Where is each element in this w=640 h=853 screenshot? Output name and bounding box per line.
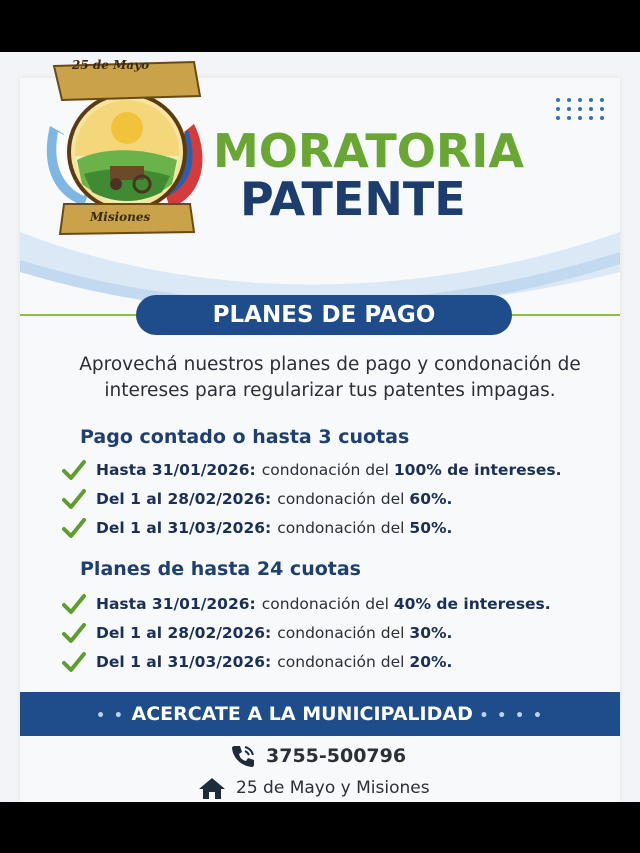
address-row	[198, 776, 430, 800]
phone-icon	[230, 744, 256, 768]
item-date: Del 1 al 28/02/2026:	[96, 624, 272, 642]
item-date: Del 1 al 28/02/2026:	[96, 490, 272, 508]
item-text: condonación del	[277, 519, 405, 537]
item-date: Hasta 31/01/2026:	[96, 595, 256, 613]
home-icon	[198, 776, 226, 800]
title-patente: PATENTE	[240, 172, 466, 226]
list-item	[62, 487, 452, 511]
check-icon	[62, 651, 86, 673]
list-item	[62, 458, 561, 482]
item-text: condonación del	[261, 595, 389, 613]
municipal-logo	[44, 56, 210, 242]
band-label: ACERCATE A LA MUNICIPALIDAD	[131, 703, 473, 725]
item-text: condonación del	[261, 461, 389, 479]
item-pct: 30%.	[409, 624, 453, 642]
section-heading-contado: Pago contado o hasta 3 cuotas	[80, 426, 410, 448]
item-text: condonación del	[277, 490, 405, 508]
check-icon	[62, 459, 86, 481]
item-text: condonación del	[277, 624, 405, 642]
poster	[0, 52, 640, 802]
list-item	[62, 592, 551, 616]
check-icon	[62, 622, 86, 644]
divider-left	[20, 314, 140, 316]
divider-right	[510, 314, 620, 316]
item-date: Del 1 al 31/03/2026:	[96, 519, 272, 537]
planes-de-pago-banner: PLANES DE PAGO	[136, 295, 512, 335]
item-pct: 20%.	[409, 653, 453, 671]
check-icon	[62, 517, 86, 539]
list-item	[62, 516, 452, 540]
phone-row	[230, 744, 406, 768]
logo-ribbon-bottom-text: Misiones	[90, 210, 151, 224]
check-icon	[62, 593, 86, 615]
item-date: Del 1 al 31/03/2026:	[96, 653, 272, 671]
acercate-banner	[20, 692, 620, 736]
decorative-dots	[556, 98, 606, 120]
title-moratoria: MORATORIA	[213, 124, 524, 178]
logo-ribbon-top-text: 25 de Mayo	[72, 58, 150, 72]
list-item	[62, 621, 452, 645]
band-dots-right: • • • •	[479, 708, 544, 724]
intro-text: Aprovechá nuestros planes de pago y condonación de intereses para regularizar tus patentes impagas.	[79, 354, 581, 401]
phone-number: 3755-500796	[266, 745, 407, 767]
check-icon	[62, 488, 86, 510]
item-pct: 40% de intereses.	[393, 595, 551, 613]
item-text: condonación del	[277, 653, 405, 671]
band-dots-left: • •	[96, 708, 125, 724]
item-pct: 50%.	[409, 519, 453, 537]
item-date: Hasta 31/01/2026:	[96, 461, 256, 479]
item-pct: 100% de intereses.	[393, 461, 562, 479]
list-item	[62, 650, 452, 674]
address-text: 25 de Mayo y Misiones	[236, 778, 430, 798]
item-pct: 60%.	[409, 490, 453, 508]
section-heading-24-cuotas: Planes de hasta 24 cuotas	[80, 558, 361, 580]
